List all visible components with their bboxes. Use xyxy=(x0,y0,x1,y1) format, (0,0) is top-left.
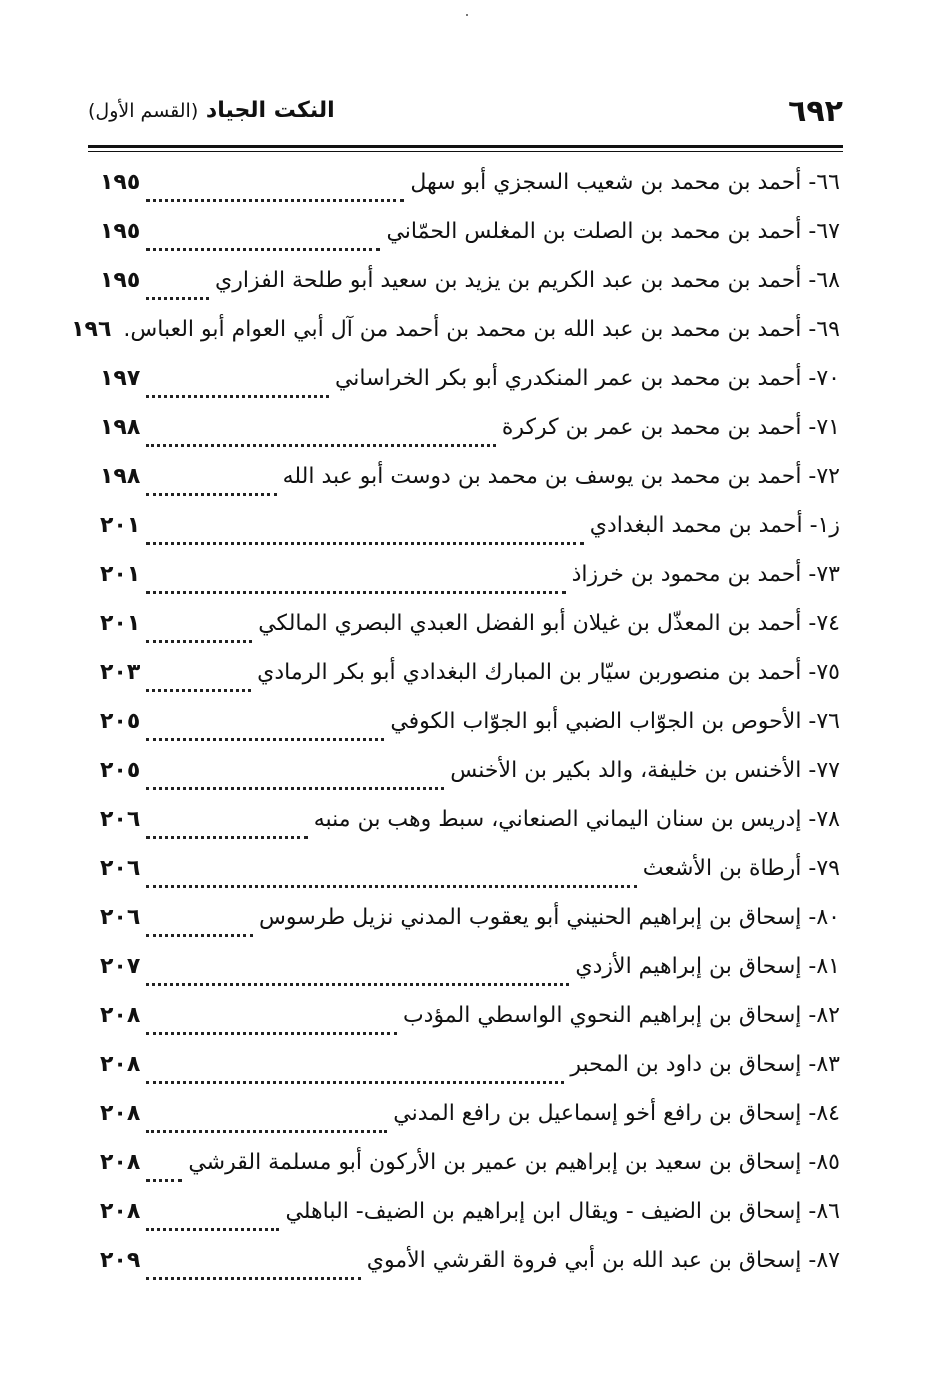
entry-title: ٧٢- أحمد بن محمد بن يوسف بن محمد بن دوست أبو عبد الله xyxy=(282,464,840,489)
entry-page-number: ١٩٨ xyxy=(100,464,141,489)
dot-leader xyxy=(146,199,404,202)
entry-title: ٧٦- الأحوص بن الجوّاب الضبي أبو الجوّاب الكوفي xyxy=(390,709,840,734)
toc-entry xyxy=(100,611,840,660)
entry-title: ٧٥- أحمد بن منصوربن سيّار بن المبارك البغدادي أبو بكر الرمادي xyxy=(257,660,840,685)
scan-speck xyxy=(466,14,468,16)
dot-leader xyxy=(146,738,384,741)
entry-title: ٨١- إسحاق بن إبراهيم الأزدي xyxy=(575,954,840,979)
toc-entry xyxy=(100,268,840,317)
entry-title: ٨٦- إسحاق بن الضيف - ويقال ابن إبراهيم بن الضيف- الباهلي xyxy=(285,1199,840,1224)
entry-page-number: ١٩٦ xyxy=(71,317,112,342)
toc-entry xyxy=(100,464,840,513)
entry-title: ز١- أحمد بن محمد البغدادي xyxy=(589,513,840,538)
entry-title: ٦٦- أحمد بن محمد بن شعيب السجزي أبو سهل xyxy=(410,170,840,195)
entry-page-number: ٢٠٥ xyxy=(100,709,141,734)
entry-title: ٦٩- أحمد بن محمد بن عبد الله بن محمد بن أحمد من آل أبي العوام أبو العباس. xyxy=(123,317,840,342)
dot-leader xyxy=(146,1032,397,1035)
dot-leader xyxy=(146,542,583,545)
dot-leader xyxy=(146,591,565,594)
dot-leader xyxy=(146,297,209,300)
toc-entry xyxy=(100,807,840,856)
toc-entry xyxy=(100,170,840,219)
entry-title: ٨٣- إسحاق بن داود بن المحبر xyxy=(570,1052,840,1077)
toc-entry xyxy=(100,1199,840,1248)
entry-page-number: ١٩٥ xyxy=(100,268,141,293)
entry-page-number: ٢٠١ xyxy=(100,562,141,587)
entry-title: ٨٤- إسحاق بن رافع أخو إسماعيل بن رافع المدني xyxy=(393,1101,840,1126)
entry-page-number: ٢٠٨ xyxy=(100,1003,141,1028)
toc-entry xyxy=(100,954,840,1003)
toc-entry xyxy=(100,513,840,562)
toc-entry xyxy=(100,758,840,807)
entry-page-number: ٢٠٦ xyxy=(100,807,141,832)
entry-title: ٦٨- أحمد بن محمد بن عبد الكريم بن يزيد بن سعيد أبو طلحة الفزاري xyxy=(215,268,840,293)
dot-leader xyxy=(146,1179,182,1182)
entry-title: ٨٢- إسحاق بن إبراهيم النحوي الواسطي المؤدب xyxy=(402,1003,840,1028)
toc-entry xyxy=(100,856,840,905)
entry-title: ٧٣- أحمد بن محمود بن خرزاذ xyxy=(571,562,840,587)
dot-leader xyxy=(146,934,253,937)
entry-title: ٦٧- أحمد بن محمد بن الصلت بن المغلس الحمّاني xyxy=(386,219,840,244)
entry-page-number: ١٩٥ xyxy=(100,219,141,244)
toc-entry xyxy=(100,366,840,415)
entry-page-number: ٢٠٨ xyxy=(100,1150,141,1175)
entry-page-number: ١٩٨ xyxy=(100,415,141,440)
dot-leader xyxy=(146,493,276,496)
entry-page-number: ٢٠٨ xyxy=(100,1052,141,1077)
entry-page-number: ٢٠٨ xyxy=(100,1101,141,1126)
dot-leader xyxy=(146,1277,360,1280)
entry-title: ٧١- أحمد بن محمد بن عمر بن كركرة xyxy=(501,415,840,440)
book-title: النكت الجياد xyxy=(205,98,335,123)
entry-page-number: ٢٠٦ xyxy=(100,856,141,881)
page-number: ٦٩٢ xyxy=(788,94,843,129)
header-rule-thin xyxy=(88,151,843,152)
entry-page-number: ٢٠٨ xyxy=(100,1199,141,1224)
entry-page-number: ٢٠٧ xyxy=(100,954,141,979)
entry-title: ٧٤- أحمد بن المعذّل بن غيلان أبو الفضل العبدي البصري المالكي xyxy=(258,611,840,636)
entry-title: ٧٧- الأخنس بن خليفة، والد بكير بن الأخنس xyxy=(450,758,840,783)
toc-entry xyxy=(100,415,840,464)
section-label: (القسم الأول) xyxy=(88,100,199,122)
toc-entry xyxy=(100,1003,840,1052)
entry-title: ٨٠- إسحاق بن إبراهيم الحنيني أبو يعقوب المدني نزيل طرسوس xyxy=(259,905,840,930)
page-header xyxy=(88,86,843,142)
toc-entry xyxy=(100,1248,840,1297)
entry-page-number: ١٩٥ xyxy=(100,170,141,195)
toc-entry xyxy=(71,317,840,366)
entry-page-number: ٢٠٦ xyxy=(100,905,141,930)
toc-entry xyxy=(100,1101,840,1150)
dot-leader xyxy=(146,395,329,398)
dot-leader xyxy=(146,689,251,692)
entry-title: ٨٧- إسحاق بن عبد الله بن أبي فروة القرشي الأموي xyxy=(366,1248,840,1273)
dot-leader xyxy=(146,1081,564,1084)
toc-entry xyxy=(100,709,840,758)
entry-page-number: ٢٠٥ xyxy=(100,758,141,783)
dot-leader xyxy=(146,885,636,888)
entry-page-number: ٢٠٩ xyxy=(100,1248,141,1273)
entry-page-number: ١٩٧ xyxy=(100,366,141,391)
dot-leader xyxy=(146,983,569,986)
entry-title: ٨٥- إسحاق بن سعيد بن إبراهيم بن عمير بن الأركون أبو مسلمة القرشي xyxy=(188,1150,840,1175)
entry-page-number: ٢٠١ xyxy=(100,513,141,538)
entry-title: ٧٩- أرطاة بن الأشعث xyxy=(642,856,840,881)
header-rule-thick xyxy=(88,145,843,148)
toc-entry xyxy=(100,1052,840,1101)
toc-entry xyxy=(100,1150,840,1199)
table-of-contents xyxy=(71,170,840,1297)
dot-leader xyxy=(146,1228,279,1231)
toc-entry xyxy=(100,219,840,268)
toc-entry xyxy=(100,905,840,954)
dot-leader xyxy=(146,1130,387,1133)
entry-title: ٧٠- أحمد بن محمد بن عمر المنكدري أبو بكر الخراساني xyxy=(334,366,840,391)
dot-leader xyxy=(146,640,252,643)
toc-entry xyxy=(100,660,840,709)
dot-leader xyxy=(146,787,444,790)
entry-page-number: ٢٠٣ xyxy=(100,660,141,685)
dot-leader xyxy=(146,248,380,251)
running-title xyxy=(88,98,335,123)
dot-leader xyxy=(146,444,496,447)
toc-entry xyxy=(100,562,840,611)
entry-page-number: ٢٠١ xyxy=(100,611,141,636)
dot-leader xyxy=(146,836,307,839)
entry-title: ٧٨- إدريس بن سنان اليماني الصنعاني، سبط وهب بن منبه xyxy=(313,807,840,832)
